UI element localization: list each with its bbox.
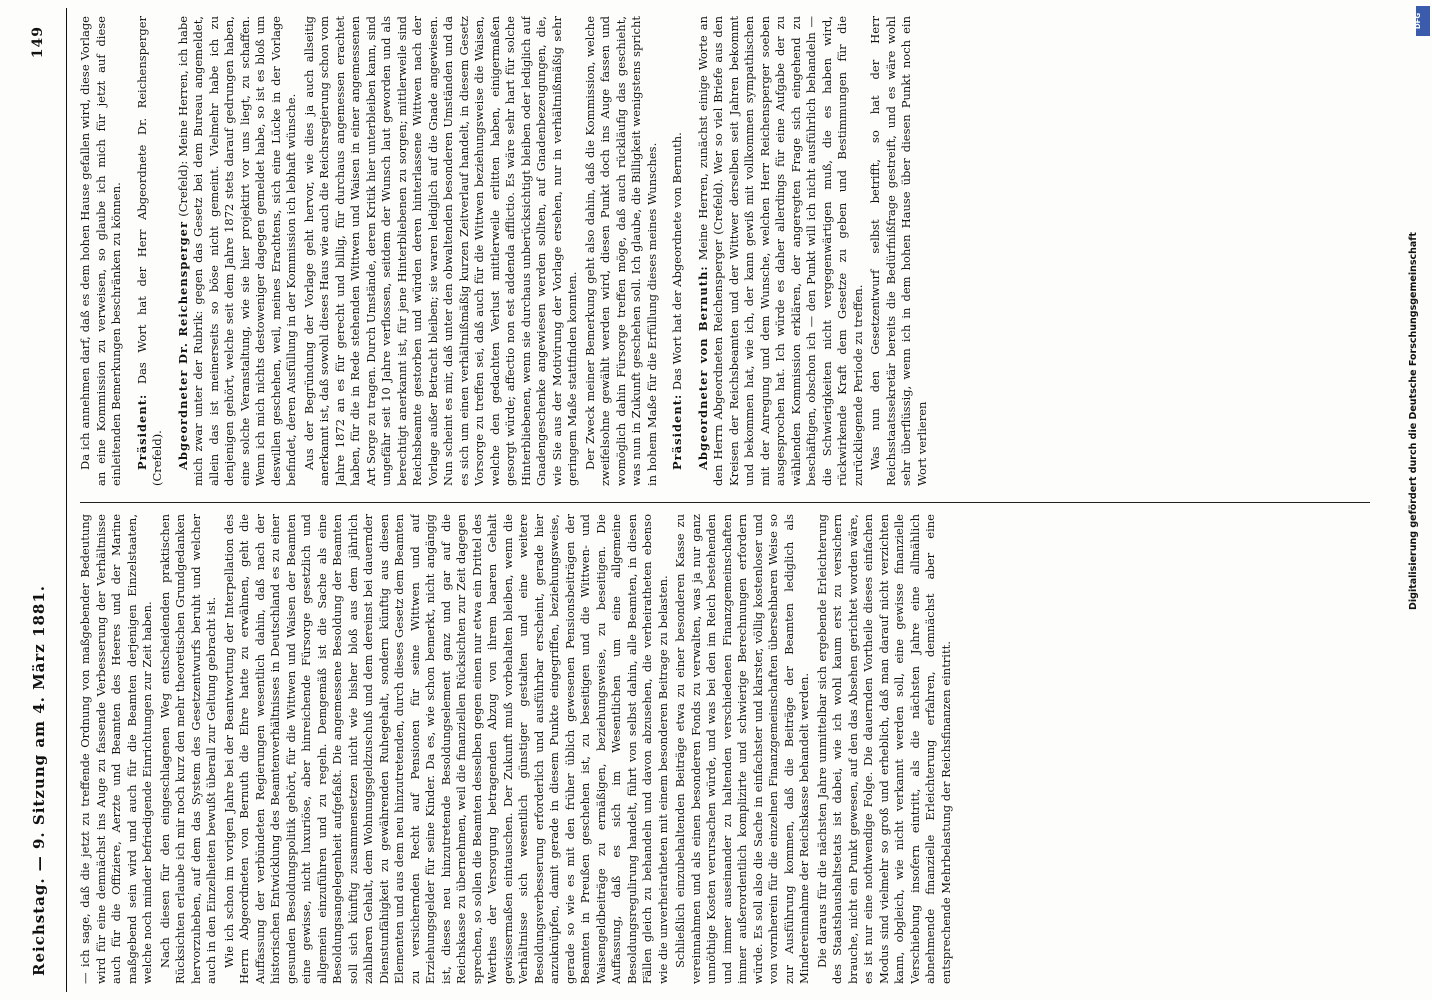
paragraph: Schließlich einzubehaltenden Beiträge etwa zu einer besonderen Kasse zu vereinnahmen und als einen besonderen Fonds zu verwalten, was ja nur ganz unnöthige Kosten verursachen würde, und was bei den im Reich bestehenden und immer auseinander zu haltenden verschiedenen Finanzgemeinschaften immer außerordentlich komplizirte und schwierige Berechnungen erfordern würde. Es soll also die Sache in einfachster und klarster, völlig kostenloser und von vornherein für die einzelnen Finanzgemeinschaften übersehbaren Weise so zur Ausführung kommen, daß die Beiträge der Beamten lediglich als Mindereinnahme der Reichskasse behandelt werden. xyxy=(673,514,811,984)
paragraph: Was nun den Gesetzentwurf selbst betrifft, so hat der Herr Reichsstaatssekretär bereits die Bedürfnißfrage gestreift, und es wäre wohl sehr überflüssig, wenn ich in dem hohen Hause über diesen Punkt noch ein Wort verlieren xyxy=(868,16,929,486)
page-header xyxy=(18,12,66,988)
column-separator xyxy=(80,502,1370,503)
speech-text: (Crefeld): Meine Herren, ich habe mich zwar unter der Rubrik: gegen das Gesetz bei dem Bureau angemeldet, allein das ist meinerseits so böse nicht gemeint. Vielmehr habe ich zu denjenigen gehört, welche seit dem Jahre 1872 stets darauf gedrungen haben, eine solche Veranstaltung, wie sie hier projektirt vor uns liegt, zu schaffen. Wenn ich mich nichts destoweniger dagegen gemeldet habe, so ist es bloß um deswillen geschehen, weil, meines Erachtens, sich eine Lücke in der Vorlage befindet, deren Ausfüllung in der Kommission ich lebhaft wünsche. xyxy=(175,16,298,486)
paragraph: Aus der Begründung der Vorlage geht hervor, wie dies ja auch allseitig anerkannt ist, daß sowohl dieses Haus wie auch die Reichsregierung schon vom Jahre 1872 an es für gerecht und billig, für durchaus angemessen erachtet haben, für die in Rede stehenden Wittwen und Waisen in einer angemessenen Art Sorge zu tragen. Durch Umstände, deren Kritik hier unterbleiben kann, sind ungefähr seit 10 Jahre verflossen, seitdem der Wunsch laut geworden und als berechtigt anerkannt ist, für jene Hinterbliebenen zu sorgen; mittlerweile sind Reichsbeamte gestorben und würden deren hinterlassene Wittwen nach der Vorlage außer Betracht bleiben; sie waren lediglich auf die Gnade angewiesen. Nun scheint es mir, daß unter den obwaltenden besonderen Umständen und da es sich um einen verhältnißmäßig kurzen Zeitverlauf handelt, in diesem Gesetz Vorsorge zu treffen sei, daß auch für die Wittwen beziehungsweise die Waisen, welche den gedachten Verlust mittlerweile erlitten haben, einigermaßen gesorgt würde; affectio non est addenda afflictio. Es wäre sehr hart für solche Hinterbliebenen, wenn sie durchaus unberücksichtigt bleiben oder lediglich auf Gnadengeschenke angewiesen werden sollten, auf Gnadenbezeugungen, die, wie Sie aus der Motivirung der Vorlage ersehen, nur in verhältnißmäßig sehr geringem Maße stattfinden konnten. xyxy=(301,16,579,486)
paragraph: Nach diesen für den eingeschlagenen Weg entscheidenden praktischen Rücksichten erlaube ich mir noch kurz den mehr theoretischen Grundgedanken hervorzuheben, auf dem das System des Gesetzentwurfs beruht und welcher auch in den Einzelheiten bewußt überall zur Geltung gebracht ist. xyxy=(157,514,218,984)
president-statement xyxy=(670,16,686,486)
left-column xyxy=(78,514,1368,984)
dfg-logo-text: DFG xyxy=(1414,12,1423,30)
speaker-label: Abgeordneter von Bernuth: xyxy=(695,265,710,470)
speaker-label: Abgeordneter Dr. Reichensperger xyxy=(175,220,190,470)
header-rule xyxy=(66,8,67,992)
dfg-logo xyxy=(1416,6,1430,36)
paragraph: Der Zweck meiner Bemerkung geht also dahin, daß die Kommission, welche zweifelsohne gewählt werden wird, diesen Punkt doch ins Auge fassen und womöglich dahin Fürsorge treffen möge, daß auch rückläufig das geschieht, was nun in Zukunft geschehen soll. Ich glaube, die Billigkeit wenigstens spricht in hohem Maße für die Erfüllung dieses meines Wunsches. xyxy=(582,16,659,486)
statement-text: Das Wort hat der Herr Abgeordnete Dr. Reichensperger (Crefeld). xyxy=(134,16,164,486)
header-title: Reichstag. — 9. Sitzung am 4. März 1881. xyxy=(30,584,48,976)
speech xyxy=(696,16,867,486)
statement-text: Das Wort hat der Abgeordnete von Bernuth. xyxy=(670,132,684,391)
paragraph: Wie ich schon im vorigen Jahre bei der Beantwortung der Interpellation des Herrn Abgeordneten von Bernuth die Ehre hatte zu erwähnen, geht die Auffassung der verbündeten Regierungen wesentlich dahin, daß nach der historischen Entwicklung des Beamtenverhältnisses in Deutschland es zu einer gesunden Besoldungspolitik gehört, für die Wittwen und Waisen der Beamten eine gewisse, nicht luxuriöse, aber hinreichende Fürsorge gesetzlich und allgemein einzuführen und zu regeln. Demgemäß ist die Sache als eine Besoldungsangelegenheit aufgefaßt. Die angemessene Besoldung der Beamten soll sich künftig zusammensetzen nicht wie bisher bloß aus dem jährlich zahlbaren Gehalt, dem Wohnungsgeldzuschuß und dem dereinst bei dauernder Dienstunfähigkeit zu gewährenden Ruhegehalt, sondern künftig aus diesen Elementen und aus dem neu hinzutretenden, durch dieses Gesetz dem Beamten zu versichernden Recht auf Pensionen für seine Wittwen und auf Erziehungsgelder für seine Kinder. Da es, wie schon bemerkt, nicht angängig ist, dieses neu hinzutretende Besoldungselement ganz und gar auf die Reichskasse zu übernehmen, weil die finanziellen Rücksichten zur Zeit dagegen sprechen, so sollen die Beamten desselben gegen einen nur etwa ein Drittel des Werthes der Versorgung betragenden Abzug von ihrem baaren Gehalt gewissermaßen eintauschen. Der Zukunft muß vorbehalten bleiben, wenn die Verhältnisse sich wesentlich günstiger gestalten und eine weitere Besoldungsverbesserung erforderlich und ausführbar erscheint, gerade hier anzuknüpfen, damit gerade in diesem Punkte eingegriffen, beziehungsweise, gerade so wie es mit den früher üblich gewesenen Pensionsbeiträgen der Beamten in Preußen geschehen ist, zu beseitigen und die Wittwen- und Waisengeldbeiträge zu ermäßigen, beziehungsweise, zu beseitigen. Die Auffassung, daß es sich im Wesentlichen um eine allgemeine Besoldungsregulirung handelt, führt von selbst dahin, alle Beamten, in diesen Fällen gleich zu behandeln und davon abzusehen, die verheiratheten ebenso wie die unverheiratheten mit einem besonderen Beitrage zu belasten. xyxy=(221,514,670,984)
paragraph: Da ich annehmen darf, daß es dem hohen Hause gefallen wird, diese Vorlage an eine Kommission zu verweisen, so glaube ich mich für jetzt auf diese einleitenden Bemerkungen beschränken zu können. xyxy=(78,16,123,486)
president-statement xyxy=(135,16,166,486)
digitization-credit xyxy=(1408,0,1428,1000)
speech-text: Meine Herren, zunächst einige Worte an den Herrn Abgeordneten Reichensperger (Crefeld). Wer so viel Briefe aus den Kreisen der Reichsbeamten und der Wittwer derselben seit Jahren bekommt und bekommen hat, wie ich, der kann gewiß mit vollkommen sympathischen mit der Anregung und dem Wunsche, welchen Herr Reichensperger soeben ausgesprochen hat. Ich würde es daher allerdings für eine Aufgabe der zu wählenden Kommission erklären, der angeregten Frage sich eingehend zu beschäftigen, obschon ich — den Punkt will ich nicht ausführlich behandeln — die Schwierigkeiten nicht vergegenwärtigen muß, die es haben wird, rückwirkende Kraft dem Gesetze zu geben und Bestimmungen für die zurückliegende Periode zu treffen. xyxy=(695,16,865,486)
right-column xyxy=(78,16,1368,486)
page-number: 149 xyxy=(30,26,46,59)
paragraph: — ich sage, daß die jetzt zu treffende Ordnung von maßgebender Bedeutung wird für eine demnächst ins Auge zu fassende Verbesserung der Verhältnisse auch für die Offiziere, Aerzte und Beamten des Heeres und der Marine maßgebend sein wird und auch für die Beamten derjenigen Einzelstaaten, welche noch minder befriedigende Einrichtungen zur Zeit haben. xyxy=(78,514,154,984)
speaker-label: Präsident: xyxy=(670,393,684,470)
credit-text: Digitalisierung gefördert durch die Deutsche Forschungsgemeinschaft xyxy=(1408,232,1419,610)
speech xyxy=(176,16,300,486)
speaker-label: Präsident: xyxy=(134,393,149,470)
paragraph: Die daraus für die nächsten Jahre unmittelbar sich ergebende Erleichterung des Staatshaushaltsetats ist dabei, wie ich wohl kaum erst zu versichern brauche, nicht ein Punkt gewesen, auf den das Absehen gerichtet worden wäre, es ist nur eine nothwendige Folge. Die dauernden Vortheile dieses einfachen Modus sind vielmehr so groß und erheblich, daß man darauf nicht verzichten kann, obgleich, wie nicht verkannt werden soll, eine gewisse finanzielle Verschiebung insofern eintritt, als die nächsten Jahre eine allmählich abnehmende finanzielle Erleichterung erfahren, demnächst aber eine entsprechende Mehrbelastung der Reichsfinanzen eintritt. xyxy=(814,514,953,984)
